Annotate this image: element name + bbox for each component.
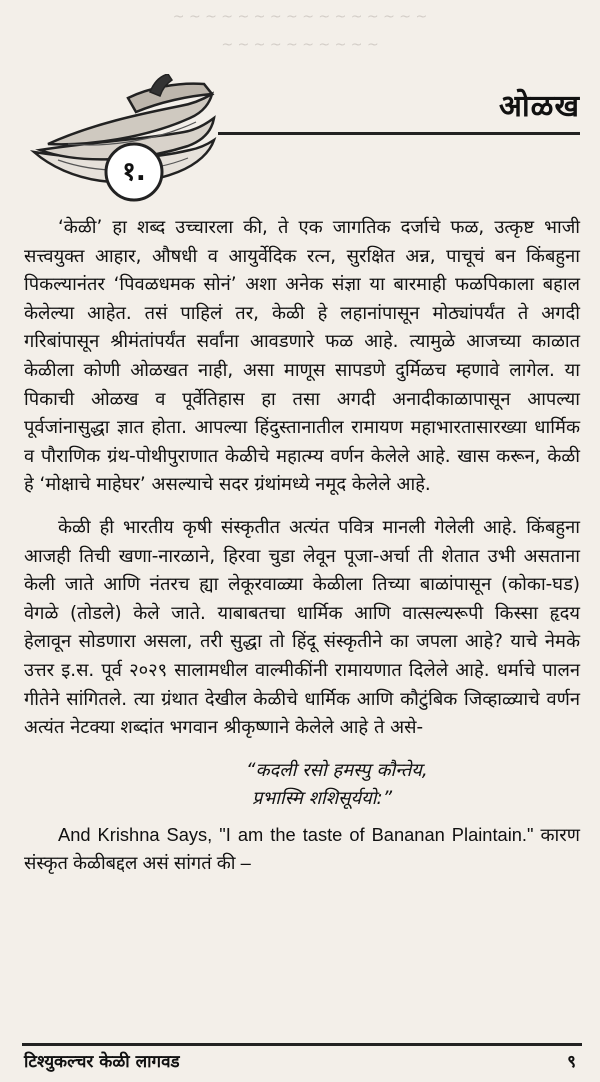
chapter-body <box>24 214 580 878</box>
footer-rule <box>22 1043 582 1046</box>
title-underline <box>218 132 580 135</box>
bleed-through-top: ~ ~ ~ ~ ~ ~ ~ ~ ~ ~ <box>221 37 379 53</box>
bleed-through-top: ~ ~ ~ ~ ~ ~ ~ ~ ~ ~ ~ ~ ~ ~ ~ ~ <box>172 9 428 25</box>
chapter-title: ओळख <box>498 89 580 124</box>
english-quote-line: And Krishna Says, "I am the taste of Bananan Plaintain." कारण संस्कृत केळीबद्दल असं सांगतं की – <box>24 823 580 874</box>
footer-book-title: टिश्युकल्चर केळी लागवड <box>24 1052 180 1072</box>
paragraph: ‘केळी’ हा शब्द उच्चारला की, ते एक जागतिक दर्जाचे फळ, उत्कृष्ट भाजी सत्त्वयुक्त आहार, औषधी व आयुर्वेदिक रत्न, सुरक्षित अन्न, पाचूचं बन किंबहुना पिकल्यानंतर ‘पिवळधमक सोनं’ अशा अनेक संज्ञा या बारमाही फळपिकाला बहाल केलेल्या आहेत. तसं पाहिलं तर, केळी हे लहानांपासून मोठ्यांपर्यंत ते अगदी गरिबांपासून श्रीमंतांपर्यंत सर्वांना आवडणारे फळ आहे. त्यामुळे आजच्या काळात केळीला कोणी ओळखत नाही, असा माणूस सापडणे दुर्मिळच म्हणावे लागेल. या पिकाची ओळख व पूर्वेतिहास हा तसा अगदी अनादीकाळापासून आपल्या पूर्वजांनासुद्धा ज्ञात होता. आपल्या हिंदुस्तानातील रामायण महाभारतासारख्या धार्मिक व पौराणिक ग्रंथ-पोथीपुराणात केळीचे महात्म्य वर्णन केलेले आहे. खास करून, केळी हे ‘मोक्षाचे माहेघर’ असल्याचे सदर ग्रंथांमध्ये नमूद केलेले आहे. <box>24 217 580 496</box>
page-number: ९ <box>567 1052 576 1072</box>
shloka-line: प्रभास्मि शशिसूर्ययो:” <box>252 787 393 809</box>
shloka-line: “कदली रसो हमस्पु कौन्तेय, <box>246 759 428 781</box>
chapter-number: १. <box>122 157 146 187</box>
shloka-quote <box>24 757 580 813</box>
paragraph: केळी ही भारतीय कृषी संस्कृतीत अत्यंत पवित्र मानली गेलेली आहे. किंबहुना आजही तिची खणा-नारळाने, हिरवा चुडा लेवून पूजा-अर्चा ती शेतात उभी असताना केली जाते आणि नंतरच ह्या लेकूरवाळ्या केळीला तिच्या बाळांपासून (कोका-घड) वेगळे (तोडले) केले जाते. याबाबतचा धार्मिक आणि वात्सल्यरूपी किस्सा हृदय हेलावून सोडणारा असला, तरी सुद्धा तो हिंदू संस्कृतीने का जपला आहे? याचे नेमके उत्तर इ.स. पूर्व २०२९ सालामधील वाल्मीकींनी रामायणात दिलेले आहे. धर्माचे पालन गीतेने सांगितले. त्या ग्रंथात देखील केळीचे धार्मिक आणि कौटुंबिक जिव्हाळ्याचे वर्णन अत्यंत नेटक्या शब्दांत भगवान श्रीकृष्णाने केलेले आहे ते असे- <box>24 516 580 739</box>
